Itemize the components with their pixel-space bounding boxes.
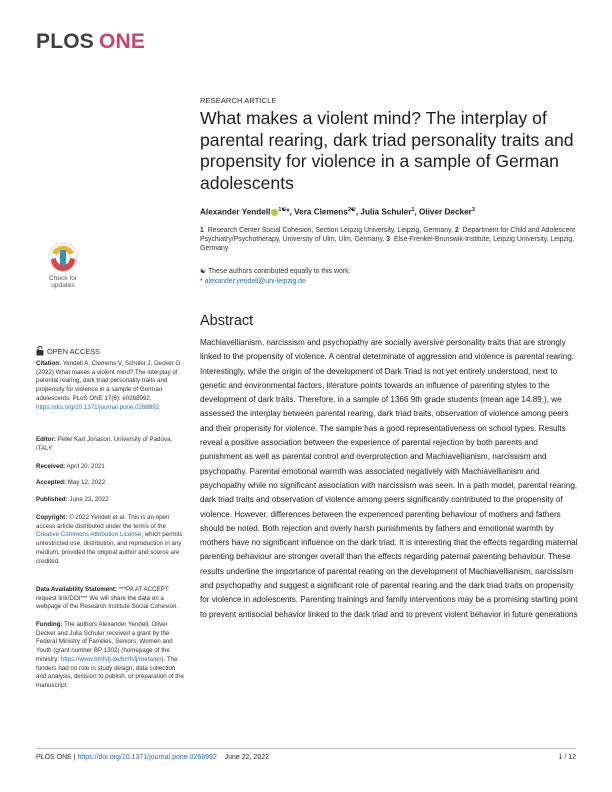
citation-block — [36, 360, 186, 412]
check-for-updates-badge[interactable] — [36, 241, 90, 297]
data-availability-block — [36, 586, 186, 612]
affil-number: 1 — [200, 227, 204, 234]
editor-block — [36, 436, 186, 453]
author-notes — [200, 267, 590, 287]
author-separator: , — [355, 207, 361, 217]
author-list — [200, 207, 590, 217]
email-link[interactable]: alexander.yendell@uni-leipzig.de — [204, 278, 306, 285]
funding-text-1: The authors Alexander Yendell, Oliver Decker and Julia Schuler received a grant by the Federal Ministry of Families, Seniors, Women and Youth (grant number BP 1302) (homepage of the ministry: — [36, 621, 173, 663]
received-date: April 20, 2021 — [65, 463, 105, 470]
author-affil-sup: 3 — [471, 207, 475, 213]
author-separator: , — [414, 207, 420, 217]
article-type: RESEARCH ARTICLE — [200, 96, 277, 105]
affil-number: 2 — [454, 227, 459, 234]
author-name[interactable]: Alexander Yendell — [200, 207, 271, 217]
badge-line-2: updates — [51, 282, 75, 290]
affil-number: 3 — [386, 236, 391, 244]
equal-contribution-note: ☯ These authors contributed equally to this work. — [200, 268, 351, 275]
copyright-block — [36, 514, 186, 566]
author-affil-sup: 1 — [411, 207, 415, 213]
funding-block — [36, 621, 186, 691]
affiliations — [200, 226, 590, 254]
corresponding-star: * — [286, 207, 290, 217]
badge-label — [36, 275, 90, 290]
open-access-label — [36, 346, 100, 356]
editor-label: Editor: — [36, 436, 56, 443]
footer-date: June 22, 2022 — [224, 754, 269, 761]
abstract-heading: Abstract — [200, 313, 254, 329]
funding-label: Funding: — [36, 621, 63, 628]
affil-text: Else-Frenkel-Brunswik-Institute, Leipzig University, Leipzig, Germany — [200, 236, 575, 253]
published-label: Published: — [36, 496, 68, 503]
journal-logo[interactable] — [36, 30, 145, 54]
data-availability-label: Data Availability Statement: — [36, 586, 118, 593]
crossmark-icon — [36, 241, 90, 275]
received-block — [36, 463, 186, 472]
logo-one: ONE — [98, 30, 146, 53]
badge-line-1: Check for — [48, 275, 78, 282]
author-affil-sup: 1☯ — [278, 207, 287, 213]
published-date: June 22, 2022 — [67, 496, 109, 503]
published-block — [36, 496, 186, 505]
received-label: Received: — [36, 463, 66, 470]
author-name[interactable]: Vera Clemens — [294, 207, 348, 217]
accepted-label: Accepted: — [36, 479, 66, 486]
accepted-date: May 12, 2022 — [65, 479, 106, 486]
copyright-text-1: © 2022 Yendell et al. This is an open access article distributed under the terms of the — [36, 514, 170, 530]
funding-text-2: ). The funders had no role in study design, data collection and analysis, decision to publish, or preparation of the manuscript. — [36, 655, 184, 689]
data-availability-text: ***PA AT ACCEPT: request link/DOI*** We will share the data on a webpage of the Research Institute Social Cohesion. — [36, 586, 179, 611]
author-affil-sup: 2☯ — [347, 207, 356, 213]
footer-doi-link[interactable]: https://doi.org/10.1371/journal.pone.0268992 — [77, 754, 217, 761]
copyright-label: Copyright: — [36, 514, 68, 521]
author-name[interactable]: Julia Schuler — [360, 207, 412, 217]
author-name[interactable]: Oliver Decker — [419, 207, 472, 217]
copyright-text-2: , which permits unrestricted use, distribution, and reproduction in any medium, provided the original author and source are credited. — [36, 531, 183, 565]
corresponding-email-note — [200, 277, 590, 287]
abstract-text: Machiavellianism, narcissism and psychopathy are socially aversive personality traits that are strongly linked to the propensity of violence. A central determinate of aggression and violence is parental rearing. Interestingly, while the origin of the development of Dark Triad is not yet entirely understood, next to genetic and environmental factors, literature points towards an influence of parenting styles to the development of dark traits. Therefore, in a sample of 1366 9th grade students (mean age 14.89,), we assessed the interplay between parental rearing, dark triad traits, observation of violence among peers and their propensity for violence. The sample has a good representativeness on school types. Results reveal a positive association between the experience of parental rejection by both parents and punishment as well as parental control and overprotection and Machiavellianism, narcissism and psychopathy. Parental emotional warmth was associated negatively with Machiavellianism and psychopathy while no significant association with narcissism was seen. In a path model, parental rearing, dark triad traits and observation of violence among peers significantly contributed to the propensity of violence. However, differences between the experienced parenting behaviour of mothers and fathers should be noted. Both rejection and overly harsh punishments by fathers and emotional warmth by mothers have no significant influence on the dark triad. It is interesting that the effects regarding maternal parenting behaviour are stronger overall than the effects regarding paternal parenting behaviour. These results underline the importance of parental rearing on the development of Machiavellianism, narcissism and psychopathy and suggest a significant role of parental rearing and the dark triad traits on propensity for violence in adolescents. Parenting trainings and family interventions may be a promising starting point to prevent antisocial behavior linked to the dark triad and to prevent violent behavior in future generations — [200, 338, 578, 619]
page-footer — [36, 748, 576, 761]
citation-text: Yendell A, Clemens V, Schuler J, Decker O (2022) What makes a violent mind? The interplay of parental rearing, dark triad personality traits and propensity for violence in a sample of German adolescents. PLoS ONE 17(6): e0268992. — [36, 360, 181, 402]
article-title: What makes a violent mind? The interplay of parental rearing, dark triad personality traits and propensity for violence in a sample of German adolescents — [200, 108, 574, 193]
ministry-link[interactable]: https://www.bmfsfj.de/bmfsfj/meta/en — [60, 655, 162, 663]
email-prefix: * — [200, 278, 205, 285]
author-separator: , — [289, 207, 295, 217]
open-lock-icon — [36, 346, 44, 356]
affil-text: Research Center Social Cohesion, Section Leipzig University, Leipzig, Germany, — [207, 227, 453, 234]
accepted-block — [36, 479, 186, 488]
citation-label: Citation: — [36, 360, 62, 367]
affil-text: Department for Child and Adolescent Psychiatry/Psychotherapy, University of Ulm, Ulm, Germany, — [200, 227, 576, 244]
page-number: 1 / 12 — [558, 754, 576, 761]
open-access-text: OPEN ACCESS — [47, 346, 100, 356]
footer-journal: PLOS ONE | — [36, 754, 78, 761]
citation-doi-link[interactable]: https://doi.org/10.1371/journal.pone.0268992 — [36, 403, 160, 411]
license-link[interactable]: Creative Commons Attribution License — [36, 531, 142, 539]
editor-text: Peter Karl Jonason, University of Padova, ITALY — [36, 436, 173, 452]
logo-plos: PLOS — [36, 30, 94, 53]
